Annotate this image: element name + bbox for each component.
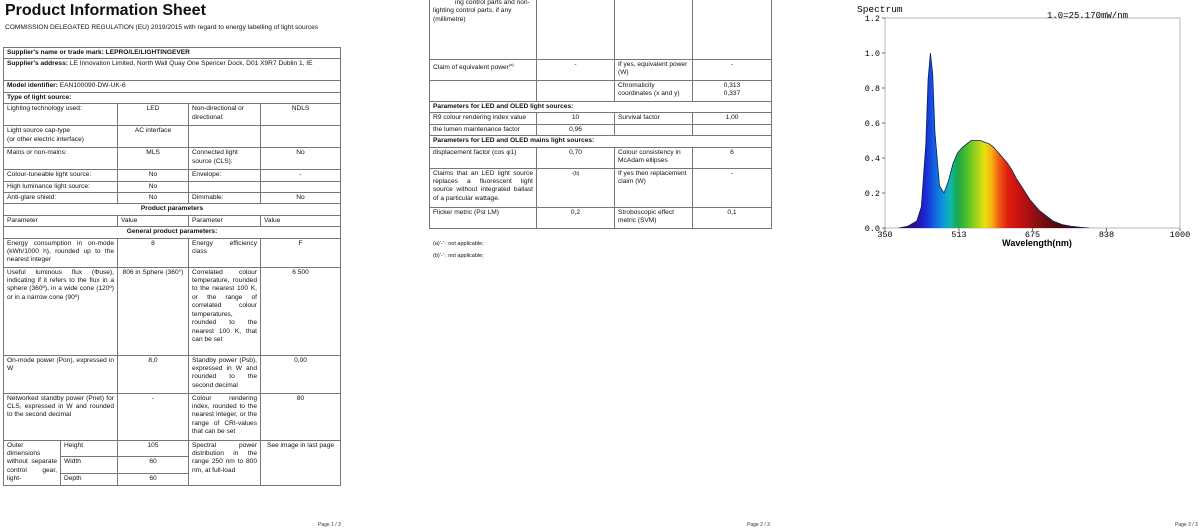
- y-tick-label: 0.4: [864, 154, 880, 164]
- col-value-1: Value: [118, 215, 189, 226]
- supplier-name: Supplier's name or trade mark: LEPRO/LE/LIGHTINGEVER: [4, 48, 341, 59]
- chroma-value: 0,313 0,337: [693, 81, 772, 102]
- model-identifier: Model identifier: EAN100090-DW-UK-6: [4, 81, 341, 92]
- col-value-2: Value: [261, 215, 341, 226]
- net-value: -: [118, 393, 189, 440]
- flux-value: 806 in Sphere (360°): [118, 267, 189, 355]
- maint-label: the lumen maintenance factor: [430, 124, 537, 135]
- standby-label: Standby power (Psb), expressed in W and rounded to the second decimal: [189, 355, 261, 393]
- ag-value: No: [118, 193, 189, 204]
- mains-label: Mains or non-mains:: [4, 148, 118, 170]
- spectrum-chart: [855, 0, 1200, 260]
- standby-value: 0,00: [261, 355, 341, 393]
- cct-label: Correlated colour temperature, rounded to the nearest 100 K, or the range of correlated colour temperatures, rounded to the nearest 100 K, that can be set: [189, 267, 261, 355]
- depth-label: Depth: [61, 473, 118, 485]
- height-label: Height: [61, 440, 118, 457]
- strobo-label: Stroboscopic effect metric (SVM): [615, 207, 693, 228]
- product-table-continued: [429, 0, 772, 229]
- width-label: Width: [61, 457, 118, 474]
- dimmable-value: No: [261, 193, 341, 204]
- width-value: 60: [118, 457, 189, 474]
- mains-value: MLS: [118, 148, 189, 170]
- nondir-value: NDLS: [261, 104, 341, 126]
- x-axis-label: Wavelength(nm): [1002, 238, 1072, 248]
- nondir-label: Non-directional or directional:: [189, 104, 261, 126]
- dimmable-label: Dimmable:: [189, 193, 261, 204]
- energy-label: Energy consumption in on-mode (kWh/1000 h), rounded up to the nearest integer: [4, 238, 118, 267]
- onpower-value: 8,0: [118, 355, 189, 393]
- eeclass-value: F: [261, 238, 341, 267]
- tune-value: No: [118, 170, 189, 181]
- regulation-text: COMMISSION DELEGATED REGULATION (EU) 2019/2015 with regard to energy labelling of light sources: [5, 24, 319, 31]
- equiv-label: Claim of equivalent power$^{(a)}$: [430, 60, 537, 81]
- envelope-label: Envelope:: [189, 170, 261, 181]
- ag-label: Anti-glare shield:: [4, 193, 118, 204]
- cap-value: AC interface: [118, 126, 189, 148]
- supplier-address: Supplier's address: LE Innovation Limited, North Wall Quay One Spencer Dock, D01 X9R7 Dublin 1, IE: [4, 59, 341, 81]
- mains-header: Parameters for LED and OLED mains light sources:: [430, 136, 772, 147]
- dim-group-label: Outer dimensions without separate control gear, light-: [4, 440, 61, 485]
- y-tick-label: 1.2: [864, 14, 880, 24]
- y-tick-label: 0.2: [864, 189, 880, 199]
- equiv-value: -: [537, 60, 615, 81]
- r9-label: R9 colour rendering index value: [430, 113, 537, 124]
- strobo-value: 0,1: [693, 207, 772, 228]
- chart-title: Spectrum: [857, 4, 903, 15]
- equiv-yes-value: -: [693, 60, 772, 81]
- tune-label: Colour-tuneable light source:: [4, 170, 118, 181]
- col-param-2: Parameter: [189, 215, 261, 226]
- product-table: [3, 47, 341, 486]
- chroma-label: Chromaticity coordinates (x and y): [615, 81, 693, 102]
- page-3: [855, 0, 1200, 530]
- page-1-footer: Page 1 / 3: [318, 522, 341, 528]
- claims-value: -(b): [537, 168, 615, 207]
- x-tick-label: 1000: [1169, 230, 1191, 240]
- equiv-yes-label: If yes, equivalent power (W): [615, 60, 693, 81]
- cls-value: No: [261, 148, 341, 170]
- y-tick-label: 1.0: [864, 49, 880, 59]
- envelope-value: -: [261, 170, 341, 181]
- flicker-value: 0,2: [537, 207, 615, 228]
- net-label: Networked standby power (Pnet) for CLS, expressed in W and rounded to the second decimal: [4, 393, 118, 440]
- cri-value: 80: [261, 393, 341, 440]
- onpower-label: On-mode power (Pon), expressed in W: [4, 355, 118, 393]
- cri-label: Colour rendering index, rounded to the nearest integer, or the range of CRI-values that can be set: [189, 393, 261, 440]
- flicker-label: Flicker metric (Pst LM): [430, 207, 537, 228]
- spd-value: See image in last page: [261, 440, 341, 485]
- document-title: Product Information Sheet: [5, 2, 206, 19]
- type-header: Type of light source:: [4, 92, 341, 103]
- survival-value: 1,00: [693, 113, 772, 124]
- y-tick-label: 0.6: [864, 119, 880, 129]
- maint-value: 0,96: [537, 124, 615, 135]
- x-tick-label: 350: [877, 230, 893, 240]
- tech-label: Lighting technology used:: [4, 104, 118, 126]
- page-2: [425, 0, 775, 530]
- cap-label: Light source cap-type (or other electric interface): [4, 126, 118, 148]
- product-params-header: Product parameters: [4, 204, 341, 215]
- x-tick-label: 838: [1098, 230, 1115, 240]
- energy-value: 8: [118, 238, 189, 267]
- eeclass-label: Energy efficiency class: [189, 238, 261, 267]
- consist-label: Colour consistency in McAdam ellipses: [615, 147, 693, 168]
- depth-value: 60: [118, 473, 189, 485]
- hl-label: High luminance light source:: [4, 181, 118, 192]
- x-tick-label: 675: [1024, 230, 1041, 240]
- page-1: [0, 0, 345, 530]
- tech-value: LED: [118, 104, 189, 126]
- general-header: General product parameters:: [4, 227, 341, 238]
- x-tick-label: 513: [951, 230, 967, 240]
- y-tick-label: 0.8: [864, 84, 880, 94]
- flux-label: Useful luminous flux (Φuse), indicating if it refers to the flux in a sphere (360º), in a wide cone (120º) or in a narrow cone (90º): [4, 267, 118, 355]
- dimensions-continued-text: ing control parts and non-lighting control parts, if any (millimetre): [430, 0, 537, 60]
- disp-label: displacement factor (cos φ1): [430, 147, 537, 168]
- hl-value: No: [118, 181, 189, 192]
- consist-value: 6: [693, 147, 772, 168]
- col-param-1: Parameter: [4, 215, 118, 226]
- footnote-b: (b)'-' : not applicable;: [433, 253, 484, 259]
- replace-label: If yes then replacement claim (W): [615, 168, 693, 207]
- r9-value: 10: [537, 113, 615, 124]
- page-2-footer: Page 2 / 3: [747, 522, 770, 528]
- footnote-a: (a)'-' : not applicable;: [433, 241, 484, 247]
- replace-value: -: [693, 168, 772, 207]
- spd-label: Spectral power distribution in the range 250 nm to 800 nm, at full-load: [189, 440, 261, 485]
- claims-label: Claims that an LED light source replaces a fluorescent light source without integrated ballast of a particular wattage.: [430, 168, 537, 207]
- led-header: Parameters for LED and OLED light sources:: [430, 102, 772, 113]
- page-3-footer: Page 3 / 3: [1175, 522, 1198, 528]
- y-tick-label: 0.0: [864, 224, 880, 234]
- chart-annotation: 1.0=25.170mW/nm: [1047, 11, 1129, 21]
- cct-value: 6 500: [261, 267, 341, 355]
- disp-value: 0,70: [537, 147, 615, 168]
- cls-label: Connected light source (CLS):: [189, 148, 261, 170]
- height-value: 105: [118, 440, 189, 457]
- footnotes: [433, 238, 484, 262]
- survival-label: Survival factor: [615, 113, 693, 124]
